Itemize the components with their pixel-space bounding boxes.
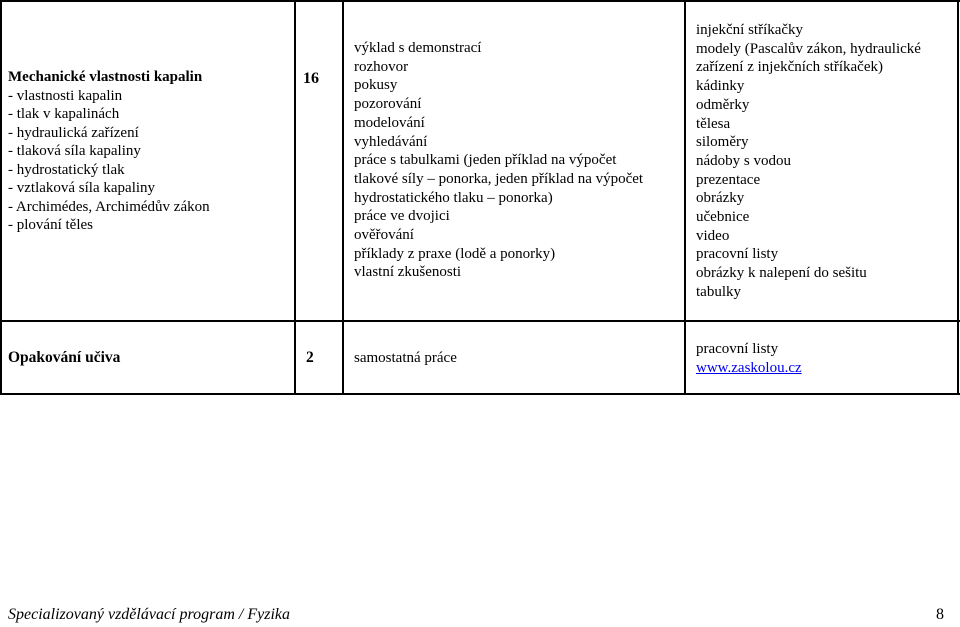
method-item: vyhledávání xyxy=(354,133,428,150)
aid-item: tabulky xyxy=(696,283,741,300)
aid-item: nádoby s vodou xyxy=(696,152,791,169)
aid-item: zařízení z injekčních stříkaček) xyxy=(696,59,883,76)
review-hours: 2 xyxy=(306,349,314,366)
table-left-border xyxy=(0,0,2,395)
aid-item: obrázky k nalepení do sešitu xyxy=(696,265,867,282)
aid-item: učebnice xyxy=(696,209,750,226)
topic-title: Mechanické vlastnosti kapalin xyxy=(8,69,203,85)
review-method: samostatná práce xyxy=(354,350,457,366)
column-divider xyxy=(684,0,686,395)
row-divider xyxy=(0,320,960,322)
aid-item: prezentace xyxy=(696,171,761,188)
method-item: práce s tabulkami (jeden příklad na výpočet xyxy=(354,152,617,169)
aid-item: video xyxy=(696,227,730,244)
method-item: ověřování xyxy=(354,227,414,244)
table-right-border xyxy=(957,0,959,395)
topic-cell xyxy=(8,68,294,235)
method-item: tlakové síly – ponorka, jeden příklad na výpočet xyxy=(354,170,644,187)
review-aid-item: pracovní listy xyxy=(696,341,779,357)
aid-item: odměrky xyxy=(696,96,750,113)
zaskolou-link[interactable]: www.zaskolou.cz xyxy=(696,360,802,376)
review-aids xyxy=(696,340,802,378)
review-topic: Opakování učiva xyxy=(8,349,121,366)
table-bottom-border xyxy=(0,393,960,395)
topic-item: - plování těles xyxy=(8,217,93,233)
aid-item: pracovní listy xyxy=(696,246,779,263)
aid-item: obrázky xyxy=(696,190,745,207)
method-item: práce ve dvojici xyxy=(354,208,450,225)
topic-item: - tlak v kapalinách xyxy=(8,106,120,122)
page-number: 8 xyxy=(936,606,944,623)
topic-item: - hydrostatický tlak xyxy=(8,161,125,178)
method-item: pokusy xyxy=(354,77,398,94)
footer-program-title: Specializovaný vzdělávací program / Fyzika xyxy=(8,606,290,623)
aid-item: modely (Pascalův zákon, hydraulické xyxy=(696,40,921,57)
method-item: příklady z praxe (lodě a ponorky) xyxy=(354,245,556,262)
column-divider xyxy=(294,0,296,395)
topic-item: - vlastnosti kapalin xyxy=(8,87,123,104)
topic-item: - Archimédes, Archimédův zákon xyxy=(8,198,210,215)
aids-cell xyxy=(696,21,956,302)
topic-item: - vztlaková síla kapaliny xyxy=(8,180,156,196)
method-item: hydrostatického tlaku – ponorka) xyxy=(354,189,553,206)
method-item: výklad s demonstrací xyxy=(354,40,482,56)
topic-item: - hydraulická zařízení xyxy=(8,124,139,141)
method-item: rozhovor xyxy=(354,58,409,75)
aid-item: injekční stříkačky xyxy=(696,22,804,38)
method-item: vlastní zkušenosti xyxy=(354,264,462,281)
hours-value: 16 xyxy=(303,70,319,87)
aid-item: siloměry xyxy=(696,134,749,151)
method-item: modelování xyxy=(354,114,425,131)
method-item: pozorování xyxy=(354,96,422,113)
aid-item: tělesa xyxy=(696,115,731,132)
aid-item: kádinky xyxy=(696,78,745,95)
methods-cell xyxy=(354,39,674,282)
table-top-border xyxy=(0,0,960,2)
topic-item: - tlaková síla kapaliny xyxy=(8,143,141,159)
column-divider xyxy=(342,0,344,395)
